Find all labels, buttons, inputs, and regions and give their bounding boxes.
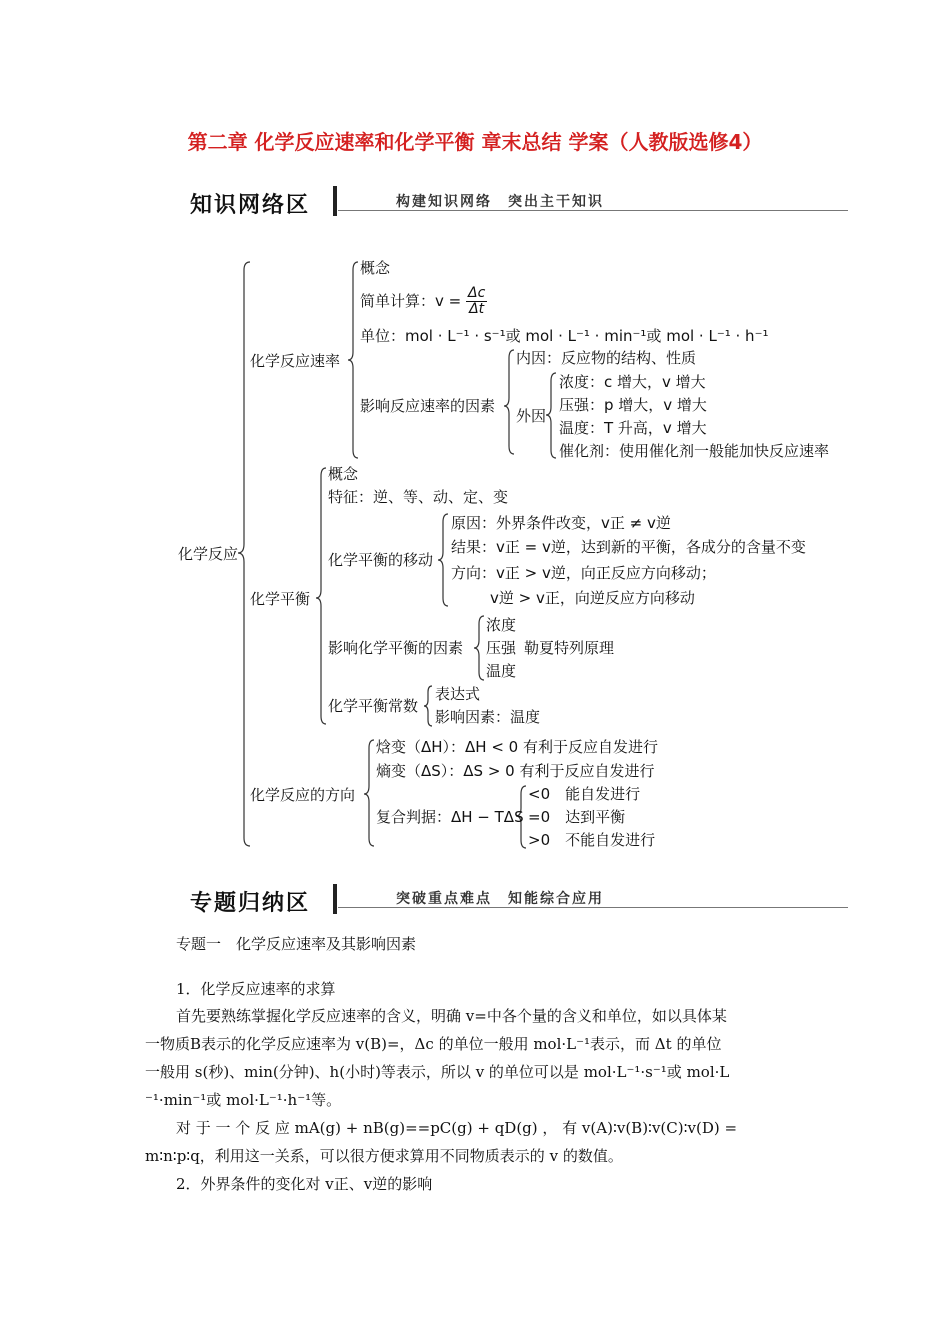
rate-fraction-den: Δt <box>469 301 485 317</box>
combined-item: =0 达到平衡 <box>528 808 626 826</box>
banner-divider <box>333 884 337 914</box>
rate-label: 化学反应速率 <box>250 352 341 370</box>
paragraph-line: 一般用 s(秒)、min(分钟)、h(小时)等表示，所以 v 的单位可以是 mol·L⁻¹·s⁻¹或 mol·L <box>145 1063 730 1081</box>
paragraph-line: ⁻¹·min⁻¹或 mol·L⁻¹·h⁻¹等。 <box>145 1091 342 1109</box>
banner-title: 专题归纳区 <box>190 891 311 916</box>
direction-label: 化学反应的方向 <box>250 786 356 804</box>
paragraph-line: m∶n∶p∶q，利用这一关系，可以很方便求算用不同物质表示的 v 的数值。 <box>145 1147 623 1165</box>
rate-factors: 影响反应速率的因素 <box>360 397 496 415</box>
topic-subheading: 2．外界条件的变化对 v正、v逆的影响 <box>176 1175 433 1193</box>
le-chatelier: 勒夏特列原理 <box>524 639 615 657</box>
paragraph-line: 对 于 一 个 反 应 mA(g) + nB(g)==pC(g) + qD(g) ， 有 v(A)∶v(B)∶v(C)∶v(D) = <box>176 1119 738 1137</box>
rate-unit: 单位：mol · L⁻¹ · s⁻¹或 mol · L⁻¹ · min⁻¹或 mol · L⁻¹ · h⁻¹ <box>360 327 769 345</box>
direction-enthalpy: 焓变（ΔH）：ΔH < 0 有利于反应自发进行 <box>376 738 658 756</box>
paragraph-line: 一物质B表示的化学反应速率为 v(B)=，Δc 的单位一般用 mol·L⁻¹表示，而 Δt 的单位 <box>145 1035 722 1053</box>
rate-concept: 概念 <box>360 259 391 277</box>
ext-item: 压强：p 增大，v 增大 <box>559 396 707 414</box>
constant-item: 影响因素：温度 <box>435 708 541 726</box>
paragraph-line: 首先要熟练掌握化学反应速率的含义，明确 v=中各个量的含义和单位，如以具体某 <box>176 1007 727 1025</box>
banner-title: 知识网络区 <box>190 193 311 218</box>
equilibrium-constant: 化学平衡常数 <box>328 697 419 715</box>
rate-fraction <box>466 286 487 317</box>
constant-item: 表达式 <box>435 685 481 703</box>
rate-calc-prefix: 简单计算：v = <box>360 292 462 310</box>
ext-item: 温度：T 升高，v 增大 <box>559 419 707 437</box>
combined-item: >0 不能自发进行 <box>528 831 656 849</box>
rate-internal: 内因：反应物的结构、性质 <box>516 349 697 367</box>
ext-item: 浓度：c 增大，v 增大 <box>559 373 706 391</box>
factor-item: 压强 <box>486 639 517 657</box>
banner-rule <box>338 907 848 908</box>
direction-combined: 复合判据：ΔH − TΔS <box>376 808 524 826</box>
shift-item: v逆 > v正，向逆反应方向移动 <box>490 589 695 607</box>
equilibrium-concept: 概念 <box>328 465 359 483</box>
banner-subtitle: 构建知识网络 突出主干知识 <box>396 194 604 210</box>
factor-item: 温度 <box>486 662 517 680</box>
shift-item: 结果：v正 = v逆，达到新的平衡，各成分的含量不变 <box>451 538 806 556</box>
rate-calc <box>360 284 487 318</box>
equilibrium-label: 化学平衡 <box>250 590 311 608</box>
ext-item: 催化剂：使用催化剂一般能加快反应速率 <box>559 442 830 460</box>
page-title: 第二章 化学反应速率和化学平衡 章末总结 学案（人教版选修4） <box>187 130 763 154</box>
tree-root: 化学反应 <box>178 545 239 563</box>
direction-entropy: 熵变（ΔS）：ΔS > 0 有利于反应自发进行 <box>376 762 655 780</box>
shift-item: 原因：外界条件改变，v正 ≠ v逆 <box>451 514 671 532</box>
banner-subtitle: 突破重点难点 知能综合应用 <box>396 891 604 907</box>
equilibrium-feature: 特征：逆、等、动、定、变 <box>328 488 509 506</box>
combined-item: <0 能自发进行 <box>528 785 641 803</box>
topic-subheading: 1．化学反应速率的求算 <box>176 980 336 998</box>
equilibrium-factors: 影响化学平衡的因素 <box>328 639 464 657</box>
factor-item: 浓度 <box>486 616 517 634</box>
rate-external: 外因 <box>516 407 547 425</box>
shift-item: 方向：v正 > v逆，向正反应方向移动； <box>451 564 716 582</box>
equilibrium-shift: 化学平衡的移动 <box>328 551 434 569</box>
topic-heading: 专题一 化学反应速率及其影响因素 <box>176 935 417 953</box>
rate-fraction-num: Δc <box>468 285 486 301</box>
